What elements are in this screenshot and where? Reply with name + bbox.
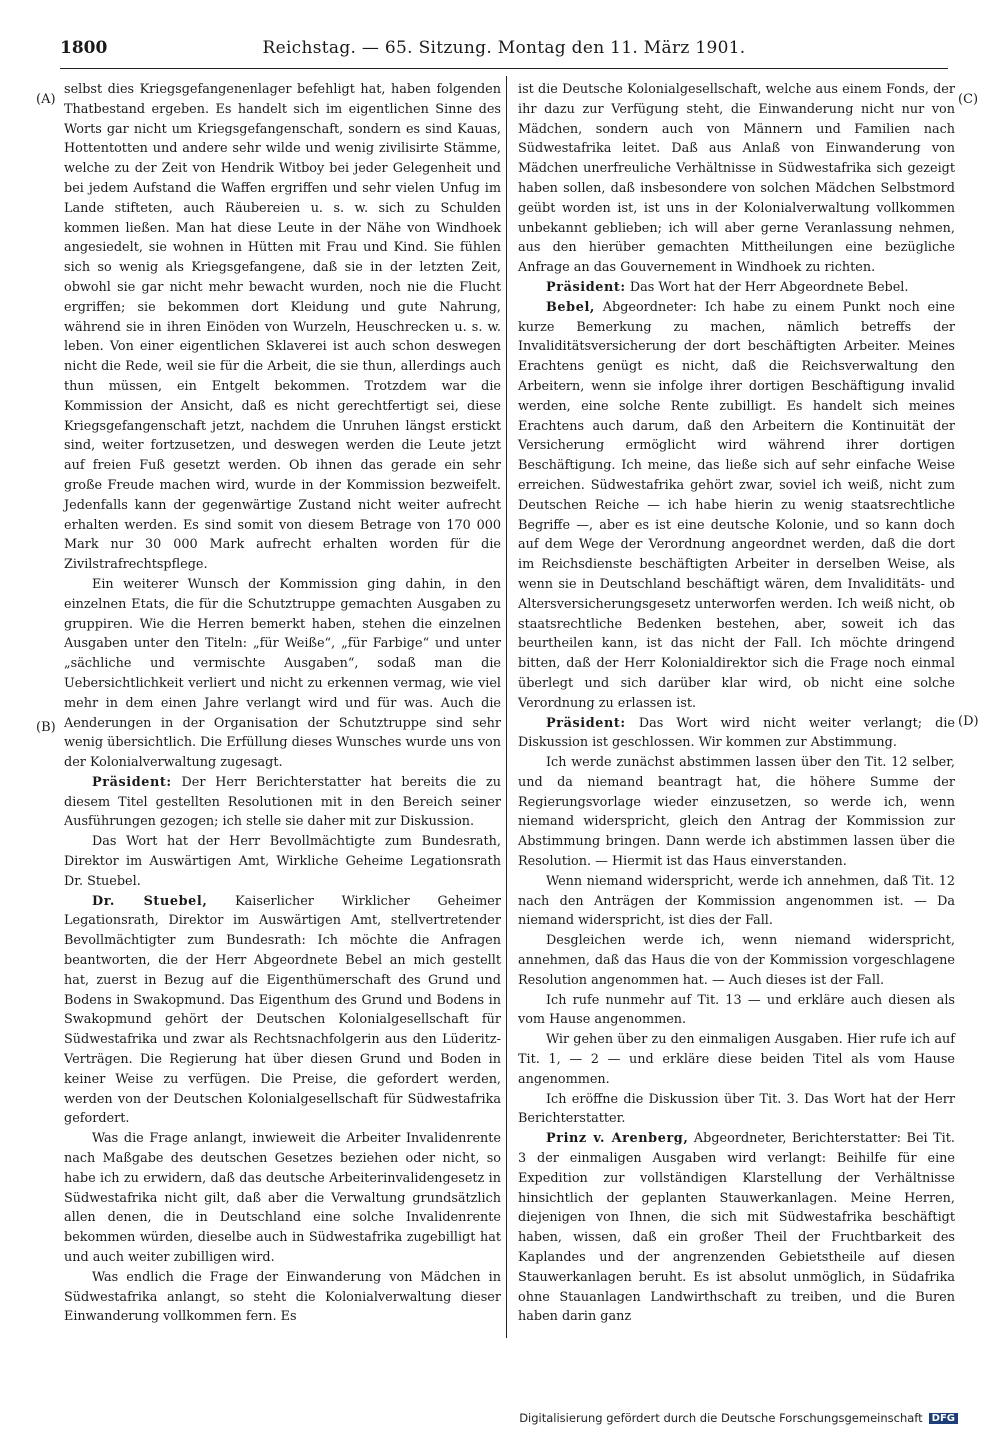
- paragraph-text: Desgleichen werde ich, wenn niemand widerspricht, annehmen, daß das Haus die von der Kommission vorgeschlagene Resolution angenommen hat. — Auch dieses ist der Fall.: [518, 933, 955, 988]
- paragraph-text: Ich eröffne die Diskussion über Tit. 3. Das Wort hat der Herr Berichterstatter.: [518, 1091, 955, 1127]
- paragraph: [518, 1090, 955, 1130]
- paragraph-text: Kaiserlicher Wirklicher Geheimer Legationsrath, Direktor im Auswärtigen Amt, stellvertretender Bevollmächtigter zum Bundesrath: Ich möchte die Anfragen beantworten, die der Herr Abgeordnete Bebel an mich gestellt hat, zuerst in Bezug auf die Eigenthümerschaft des Grund und Bodens in Swakopmund. Das Eigenthum des Grund und Bodens in Swakopmund gehört der Deutschen Kolonialgesellschaft für Südwestafrika und zwar als Rechtsnachfolgerin aus den Lüderitz-Verträgen. Die Regierung hat über diesen Grund und Boden in keiner Weise zu verfügen. Die Preise, die gefordert werden, werden von der Deutschen Kolonialgesellschaft für Südwestafrika gefordert.: [64, 893, 502, 1127]
- running-head: Reichstag. — 65. Sitzung. Montag den 11. März 1901.: [262, 38, 746, 58]
- margin-marker-b: (B): [36, 720, 56, 735]
- margin-marker-d: (D): [958, 714, 979, 729]
- paragraph-text: Was die Frage anlangt, inwieweit die Arbeiter Invalidenrente nach Maßgabe des deutschen Gesetzes beziehen oder nicht, so habe ich zu erwidern, daß das deutsche Arbeiterinvalidengesetz in Südwestafrika nicht gilt, daß aber die Verwaltung grundsätzlich allen denen, die in Deutschland eine solche Invalidenrente bekommen würden, dieselbe auch in Südwestafrika zugebilligt hat und auch weiter zubilligen wird.: [64, 1131, 501, 1266]
- paragraph-text: Ich rufe nunmehr auf Tit. 13 — und erkläre auch diesen als vom Hause angenommen.: [518, 992, 955, 1028]
- speaker-name: Präsident:: [546, 279, 626, 295]
- header-rule: [60, 68, 948, 69]
- right-column: [518, 80, 955, 1327]
- paragraph-text: Der Herr Berichterstatter hat bereits die zu diesem Titel gestellten Resolutionen mit in den Bereich seiner Ausführungen gezogen; ich stelle sie daher mit zur Diskussion.: [64, 774, 501, 830]
- paragraph-text: Das Wort wird nicht weiter verlangt; die Diskussion ist geschlossen. Wir kommen zur Abstimmung.: [518, 715, 955, 751]
- paragraph-text: Wir gehen über zu den einmaligen Ausgaben. Hier rufe ich auf Tit. 1, — 2 — und erkläre diese beiden Titel als vom Hause angenommen.: [518, 1032, 955, 1087]
- paragraph: [518, 298, 955, 714]
- paragraph: [64, 773, 501, 832]
- paragraph: [64, 1268, 501, 1327]
- paragraph: [518, 714, 955, 754]
- paragraph: [64, 80, 501, 575]
- paragraph-text: Ein weiterer Wunsch der Kommission ging dahin, in den einzelnen Etats, die für die Schutztruppe gemachten Ausgaben zu gruppiren. Wie die Herren bemerkt haben, stehen die einzelnen Ausgaben unter den Titeln: „für Weiße“, „für Farbige“ und unter „sächliche und vermischte Ausgaben“, sodaß man die Uebersichtlichkeit verliert und nicht zu erkennen vermag, wie viel mehr in dem einen Jahre verlangt wird und für was. Auch die Aenderungen in der Organisation der Schutztruppe sind sehr wenig übersichtlich. Die Erfüllung dieses Wunsches wurde uns von der Kolonialverwaltung zugesagt.: [64, 576, 501, 771]
- paragraph: [64, 892, 501, 1130]
- left-column: [64, 80, 501, 1327]
- paragraph-text: selbst dies Kriegsgefangenenlager befehligt hat, haben folgenden Thatbestand ergeben. Es handelt sich im eigentlichen Sinne des Worts gar nicht um Kriegsgefangenschaft, sondern es sind Kauas, Hottentotten und andere sehr wilde und wenig zivilisirte Stämme, welche zu der Zeit von Hendrik Witboy bei jeder Gelegenheit und bei jedem Aufstand die Waffen ergriffen und sehr vielen Unfug im Lande stifteten, auch Räubereien u. s. w. sich zu Schulden kommen ließen. Man hat diese Leute in der Nähe von Windhoek angesiedelt, sie wohnen in Hütten mit Frau und Kind. Sie fühlen sich so wenig als Kriegsgefangene, daß sie in der letzten Zeit, obwohl sie gar nicht mehr bewacht wurden, noch nie die Flucht ergriffen; sie bekommen dort Kleidung und gute Nahrung, während sie in ihren Einöden von Wurzeln, Heuschrecken u. s. w. leben. Von einer eigentlichen Sklaverei ist auch schon deswegen nicht die Rede, weil sie für die Arbeit, die sie thun, allerdings auch thun müssen, ein Entgelt bekommen. Trotzdem war die Kommission der Ansicht, daß es nicht gerechtfertigt sei, diese Kriegsgefangenschaft jetzt, nachdem die Unruhen längst erstickt sind, weiter fortzusetzen, und deswegen werden die Leute jetzt auf freien Fuß gesetzt werden. Ob ihnen das gerade ein sehr große Freude machen wird, wurde in der Kommission bezweifelt. Jedenfalls kann der gegenwärtige Zustand nicht weiter aufrecht erhalten werden. Es sind somit von diesem Betrage von 170 000 Mark nur 30 000 Mark aufrecht erhalten worden für die Zivilstrafrechtspflege.: [64, 82, 501, 573]
- paragraph-text: Was endlich die Frage der Einwanderung von Mädchen in Südwestafrika anlangt, so steht die Kolonialverwaltung dieser Einwanderung vollkommen fern. Es: [64, 1269, 501, 1325]
- paragraph: [518, 278, 955, 298]
- paragraph: [518, 931, 955, 990]
- paragraph: [64, 1129, 501, 1268]
- paragraph: [518, 80, 955, 278]
- paragraph: [518, 991, 955, 1031]
- paragraph: [64, 575, 501, 773]
- speaker-name: Dr. Stuebel,: [92, 893, 208, 909]
- paragraph-text: Das Wort hat der Herr Abgeordnete Bebel.: [625, 279, 909, 295]
- footer-text: Digitalisierung gefördert durch die Deutsche Forschungsgemeinschaft: [519, 1411, 923, 1425]
- paragraph-text: Abgeordneter: Ich habe zu einem Punkt noch eine kurze Bemerkung zu machen, nämlich betreffs der Invaliditätsversicherung der dort beschäftigten Arbeiter. Meines Erachtens genügt es nicht, daß die Reichsverwaltung den Arbeitern, wenn sie infolge ihrer dortigen Beschäftigung invalid werden, eine solche Rente zubilligt. Es handelt sich meines Erachtens auch darum, daß den Arbeitern die Kontinuität der Versicherung ermöglicht wird während ihrer dortigen Beschäftigung. Ich meine, das ließe sich auf sehr einfache Weise erreichen. Südwestafrika gehört zwar, soviel ich weiß, nicht zum Deutschen Reiche — ich habe hierin zu wenig staatsrechtliche Begriffe —, aber es ist eine deutsche Kolonie, und so kann doch auf dem Wege der Verordnung angeordnet werden, daß die dort im Reichsdienste beschäftigten Arbeiter in derselben Weise, als wenn sie in Deutschland beschäftigt wären, dem Invaliditäts- und Altersversicherungsgesetz unterworfen werden. Ich weiß nicht, ob staatsrechtliche Bedenken bestehen, aber, soweit ich das beurtheilen kann, ist das nicht der Fall. Ich möchte dringend bitten, daß der Herr Kolonialdirektor sich die Frage noch einmal überlegt und sich darüber klar wird, ob nicht eine solche Verordnung zu erlassen ist.: [518, 299, 955, 711]
- paragraph-text: ist die Deutsche Kolonialgesellschaft, welche aus einem Fonds, der ihr dazu zur Verfügung steht, die Einwanderung nicht nur von Mädchen, sondern auch von Männern und Familien nach Südwestafrika leitet. Daß aus Anlaß von Einwanderung von Mädchen unerfreuliche Verhältnisse in Südwestafrika sich gezeigt haben sollen, daß insbesondere von solchen Mädchen Selbstmord geübt worden ist, ist uns in der Kolonialverwaltung vollkommen unbekannt geblieben; ich will aber gerne Veranlassung nehmen, aus den hierüber gemachten Mittheilungen eine bezügliche Anfrage an das Gouvernement in Windhoek zu richten.: [518, 82, 955, 276]
- speaker-name: Präsident:: [92, 774, 172, 790]
- paragraph: [518, 1129, 955, 1327]
- paragraph-text: Abgeordneter, Berichterstatter: Bei Tit. 3 der einmaligen Ausgaben wird verlangt: Beihilfe für eine Expedition zur vollständigen Klarstellung der Verhältnisse hinsichtlich der geplanten Stauwerkanlagen. Meine Herren, diejenigen von Ihnen, die sich mit Südwestafrika beschäftigt haben, wissen, daß ein großer Theil der Fruchtbarkeit des Kaplandes und der angrenzenden Gebietstheile auf diesen Stauwerkanlagen beruht. Es ist absolut unmöglich, in Südafrika ohne Stauanlagen Landwirthschaft zu treiben, und die Buren haben darin ganz: [518, 1131, 955, 1325]
- paragraph: [518, 1030, 955, 1089]
- margin-marker-c: (C): [958, 92, 979, 107]
- speaker-name: Präsident:: [546, 715, 626, 731]
- speaker-name: Bebel,: [546, 299, 595, 315]
- dfg-logo: DFG: [929, 1413, 958, 1424]
- speaker-name: Prinz v. Arenberg,: [546, 1131, 689, 1147]
- paragraph-text: Ich werde zunächst abstimmen lassen über den Tit. 12 selber, und da niemand beantragt hat, die höhere Summe der Regierungsvorlage wieder einzusetzen, so werde ich, wenn niemand widerspricht, gleich den Antrag der Kommission zur Abstimmung bringen. Dann werde ich abstimmen lassen über die Resolution. — Hiermit ist das Haus einverstanden.: [518, 755, 955, 870]
- paragraph: [64, 832, 501, 891]
- page-header: [60, 38, 948, 64]
- paragraph: [518, 872, 955, 931]
- margin-marker-a: (A): [36, 92, 56, 107]
- page-number: 1800: [60, 38, 108, 58]
- paragraph-text: Das Wort hat der Herr Bevollmächtigte zum Bundesrath, Direktor im Auswärtigen Amt, Wirkliche Geheime Legationsrath Dr. Stuebel.: [64, 834, 501, 889]
- footer-credit: [519, 1411, 958, 1425]
- column-divider: [506, 76, 507, 1338]
- paragraph-text: Wenn niemand widerspricht, werde ich annehmen, daß Tit. 12 nach den Anträgen der Kommission angenommen ist. — Da niemand widerspricht, ist dies der Fall.: [518, 873, 955, 929]
- paragraph: [518, 753, 955, 872]
